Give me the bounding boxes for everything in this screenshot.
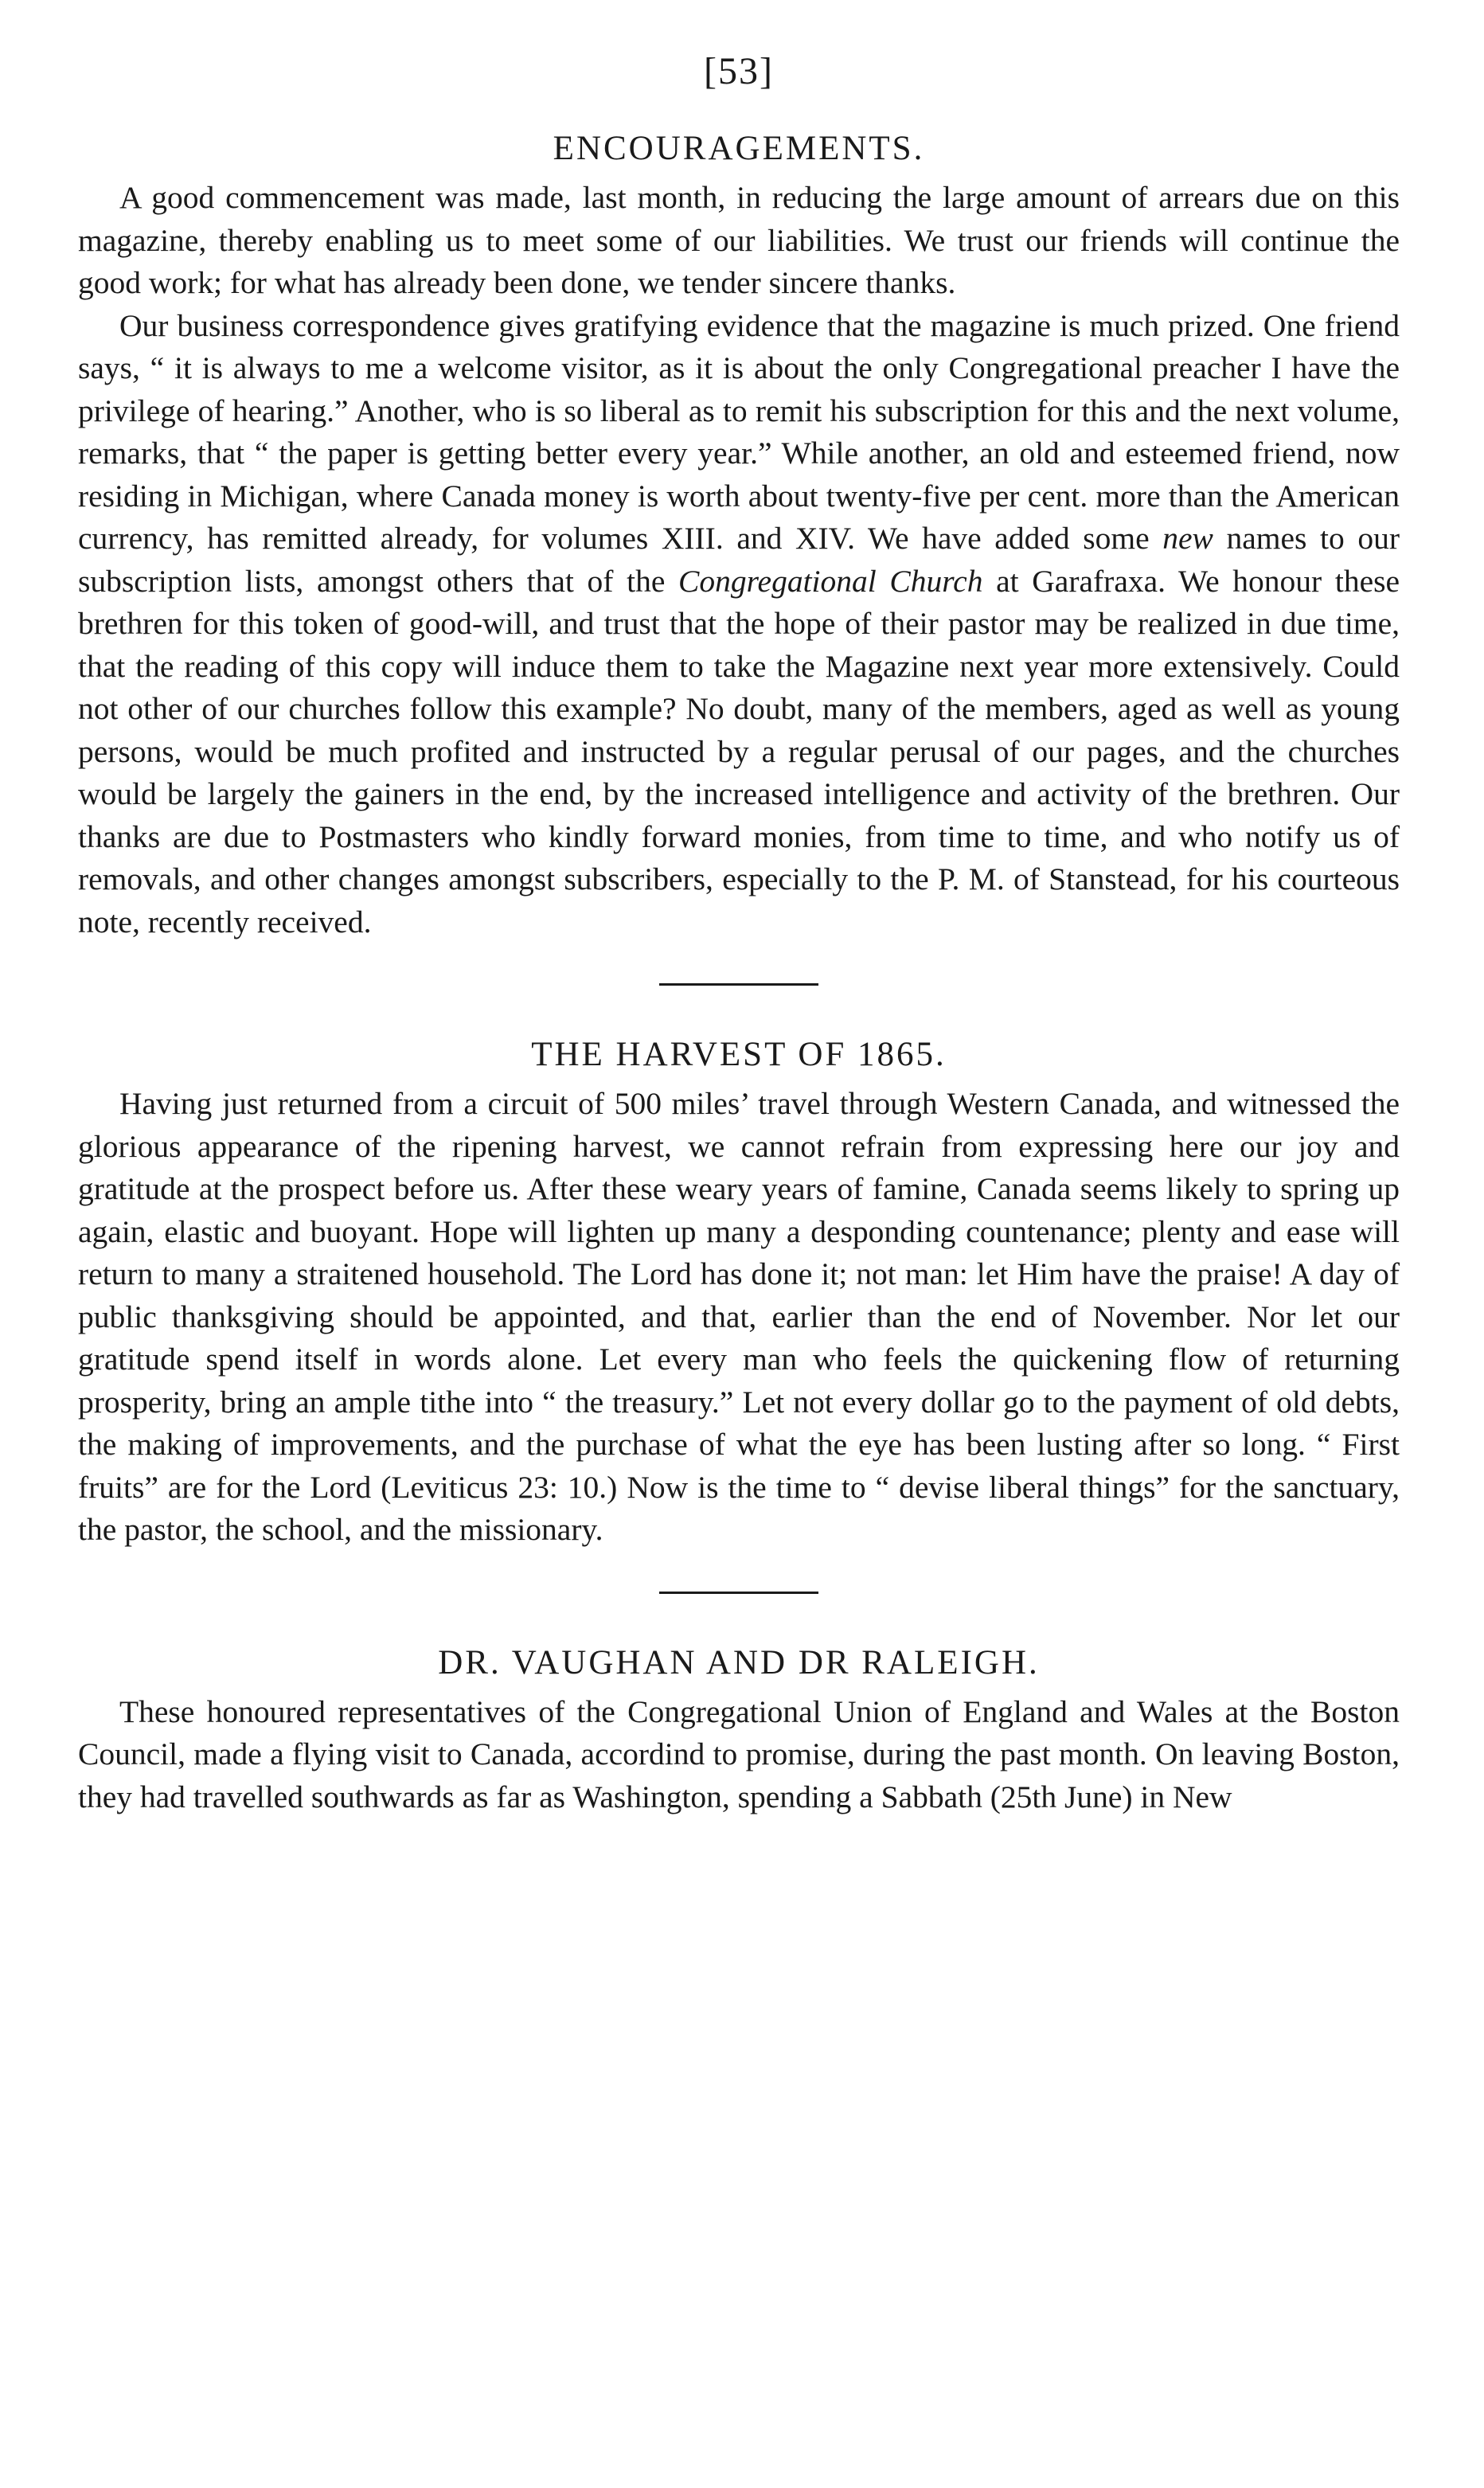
section-vaughan-raleigh — [78, 1642, 1400, 1819]
document-page — [78, 48, 1400, 1818]
section-harvest — [78, 1033, 1400, 1552]
paragraph: Having just returned from a circuit of 500 miles’ travel through Western Canada, and witnessed the glorious appearance of the ripening harvest, we cannot refrain from expressing here our joy and gratitude at the prospect before us. After these weary years of famine, Canada seems likely to spring up again, elastic and buoyant. Hope will lighten up many a desponding countenance; plenty and ease will return to many a straitened household. The Lord has done it; not man: let Him have the praise! A day of public thanksgiving should be appointed, and that, earlier than the end of November. Nor let our gratitude spend itself in words alone. Let every man who feels the quickening flow of returning prosperity, bring an ample tithe into “ the treasury.” Let not every dollar go to the payment of old debts, the making of improvements, and the purchase of what the eye has been lusting after so long. “ First fruits” are for the Lord (Leviticus 23: 10.) Now is the time to “ devise liberal things” for the sanctuary, the pastor, the school, and the missionary. — [78, 1086, 1400, 1547]
paragraph: These honoured representatives of the Congregational Union of England and Wales at the Boston Council, made a flying visit to Canada, accordind to promise, during the past month. On leaving Boston, they had travelled southwards as far as Washington, spending a Sabbath (25th June) in New — [78, 1693, 1400, 1814]
section-heading: ENCOURAGEMENTS. — [553, 130, 925, 167]
section-divider — [659, 1592, 818, 1594]
section-heading: DR. VAUGHAN AND DR RALEIGH. — [438, 1643, 1040, 1681]
paragraph: A good commencement was made, last month, in reducing the large amount of arrears due on this magazine, thereby enabling us to meet some of our liabilities. We trust our friends will continue the good work; for what has already been done, we tender sincere thanks. — [78, 180, 1400, 300]
section-heading: THE HARVEST OF 1865. — [531, 1036, 947, 1073]
section-divider — [659, 983, 818, 986]
page-number: [53] — [704, 50, 774, 92]
section-encouragements — [78, 127, 1400, 943]
paragraph: Our business correspondence gives gratifying evidence that the magazine is much prized. One friend says, “ it is always to me a welcome visitor, as it is about the only Congregational preacher I have the privilege of hearing.” Another, who is so liberal as to remit his subscription for this and the next volume, remarks, that “ the paper is getting better every year.” While another, an old and esteemed friend, now residing in Michigan, where Canada money is worth about twenty-five per cent. more than the American currency, has remitted already, for volumes XIII. and XIV. We have added some new names to our subscription lists, amongst others that of the Congregational Church at Garafraxa. We honour these brethren for this token of good-will, and trust that the hope of their pastor may be realized in due time, that the reading of this copy will induce them to take the Magazine next year more extensively. Could not other of our churches follow this example? No doubt, many of the members, aged as well as young persons, would be much profited and instructed by a regular perusal of our pages, and the churches would be largely the gainers in the end, by the increased intelligence and activity of the brethren. Our thanks are due to Postmasters who kindly forward monies, from time to time, and who notify us of removals, and other changes amongst subscribers, especially to the P. M. of Stanstead, for his courteous note, recently received. — [78, 307, 1400, 939]
